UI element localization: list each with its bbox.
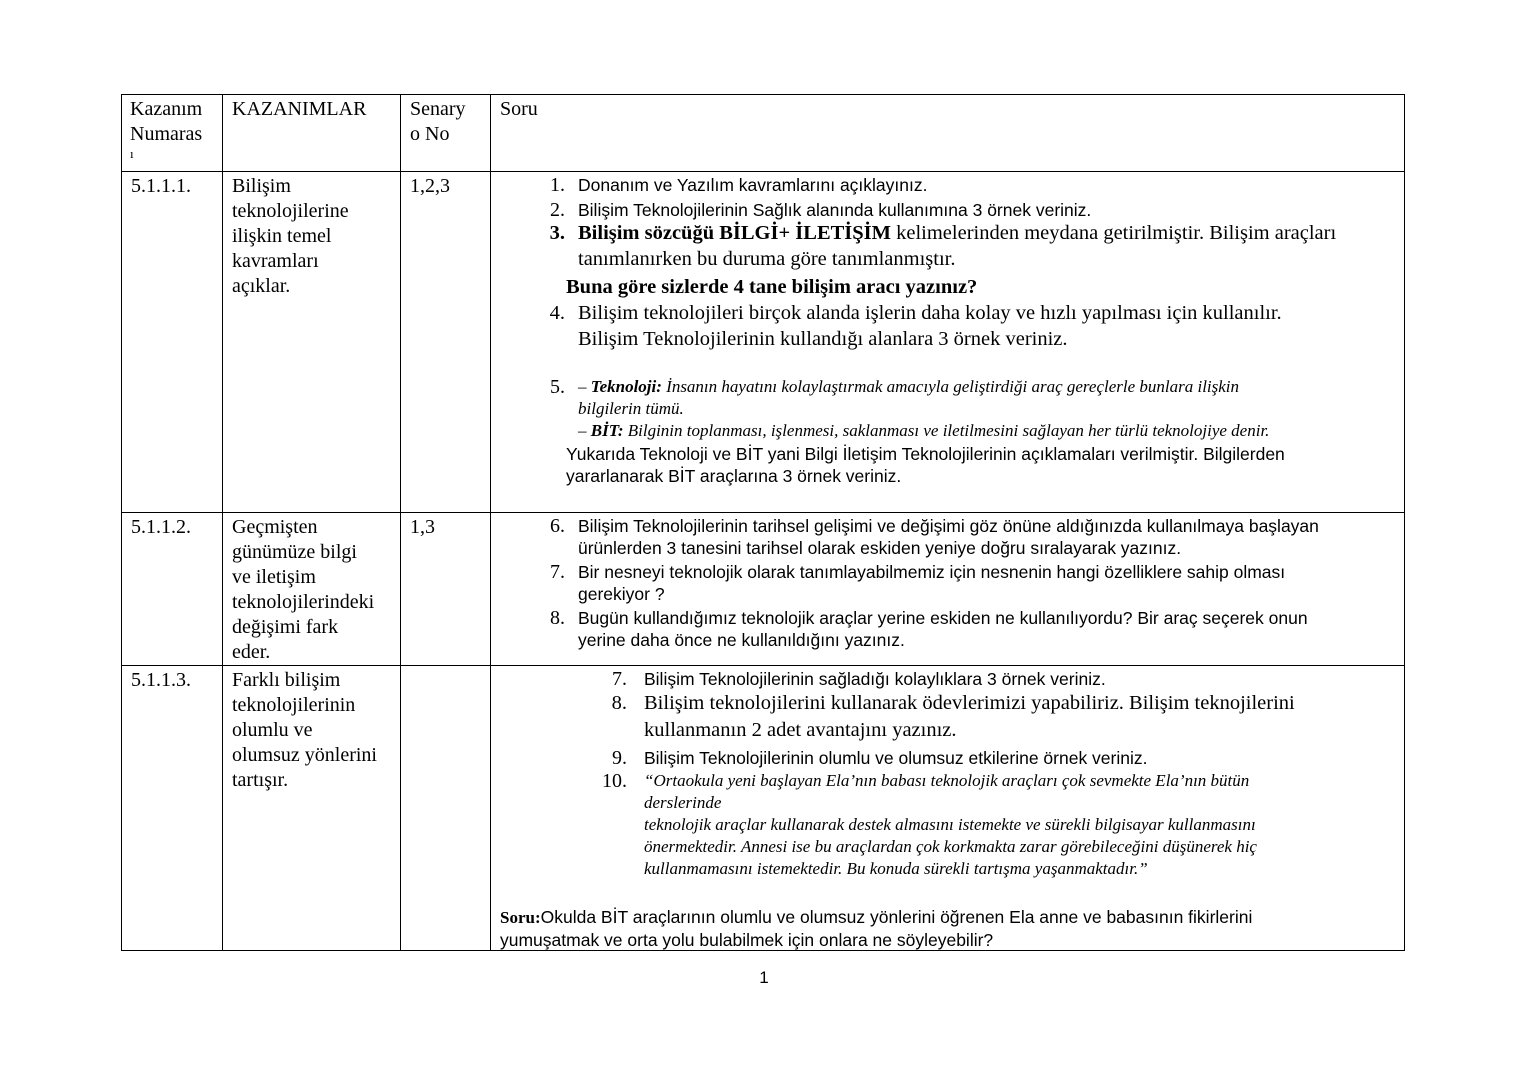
header-senaryo — [401, 95, 491, 172]
q5-tail-line1: Yukarıda Teknoloji ve BİT yani Bilgi İletişim Teknolojilerinin açıklamaları verilmiştir. Bilgilerden — [566, 444, 1285, 464]
row3-senaryo — [401, 666, 490, 668]
header-soru-label: Soru — [500, 98, 538, 120]
q5-dash: – — [578, 377, 591, 396]
soru-line2: yumuşatmak ve orta yolu bulabilmek için onlara ne söyleyebilir? — [500, 930, 994, 950]
page-number: 1 — [759, 968, 769, 987]
row2-kazanim-line: eder. — [232, 641, 271, 663]
header-kazanimlar — [223, 95, 401, 172]
q10-line: önermektedir. Annesi ise bu araçlardan çok korkmakta zarar görebileceğini düşünerek hiç — [644, 837, 1257, 856]
q3-bold: Bilişim sözcüğü BİLGİ+ İLETİŞİM — [578, 222, 891, 244]
q5-dash: – — [578, 421, 591, 440]
row2-kazanim-line: değişimi fark — [232, 616, 339, 638]
header-senaryo-line2: o No — [410, 123, 450, 145]
q3-question: Buna göre sizlerde 4 tane bilişim aracı yazınız? — [566, 276, 978, 298]
table-row — [122, 172, 1405, 513]
row2-kazanim-line: Geçmişten — [232, 516, 318, 538]
row1-kazanim-line: Bilişim — [232, 175, 291, 197]
row1-kazanim — [223, 172, 400, 299]
table-row — [122, 513, 1405, 666]
soru-label: Soru: — [500, 908, 541, 927]
row2-senaryo: 1,3 — [410, 516, 435, 538]
row3-kazanim-line: tartışır. — [232, 769, 289, 791]
row2-questions: 6. Bilişim Teknolojilerinin tarihsel gelişimi ve değişimi göz önüne aldığınızda kullanılmaya başlayan ürünlerden 3 tanesini tarihsel olarak eskiden yeniye doğru sıralayarak yazınız. 7. Bir nesneyi teknolojik olarak tanımlayabilmemiz için nesnenin hangi özelliklere sahip olması gerekiyor ? 8. Bugün kullandığımız teknolojik araçlar yerine eskiden ne kullanılıyordu? Bir araç seçerek onun yerine daha önce ne kullanıldığını yazınız. — [550, 515, 1319, 650]
row1-number: 5.1.1.1. — [131, 175, 191, 197]
header-kazanim-no-line2: Numaras — [130, 123, 203, 145]
row3-questions: 7. Bilişim Teknolojilerinin sağladığı kolaylıklara 3 örnek veriniz. 8. Bilişim teknolojilerini kullanarak ödevlerimizi yapabiliriz. Bilişim teknojilerini kullanmanın 2 adet avantajını yazınız. 9. Bilişim Teknolojilerinin olumlu ve olumsuz etkilerine örnek veriniz. 10. “Ortaokula yeni başlayan Ela’nın babası teknolojik araçları çok sevmekte Ela’nın bütün derslerinde teknolojik araçlar kullanarak destek almasını istemekte ve sürekli bilgisayar kullanmasını önermektedir. Annesi ise bu araçlardan çok korkmakta zarar görebileceğini düşünerek hiç kullanmamasını istemektedir. Bu konuda sürekli tartışma yaşanmaktadır.” Soru:Okulda BİT araçlarının olumlu ve olumsuz yönlerini öğrenen Ela anne ve babasının fikirlerini yumuşatmak ve orta yolu bulabilmek için onlara ne söyleyebilir? — [500, 668, 1295, 950]
row2-kazanim — [223, 513, 400, 665]
row1-kazanim-line: teknolojilerine — [232, 200, 349, 222]
q5-term-teknoloji: Teknoloji: — [590, 377, 662, 396]
q3-line2: tanımlanırken bu duruma göre tanımlanmıştır. — [578, 248, 956, 270]
table-row — [122, 666, 1405, 951]
row3-kazanim-line: olumsuz yönlerini — [232, 744, 377, 766]
q5-tail-line2: yararlanarak BİT araçlarına 3 örnek veriniz. — [566, 466, 902, 486]
row2-kazanim-line: ve iletişim — [232, 566, 316, 588]
row1-kazanim-line: açıklar. — [232, 275, 291, 297]
row3-kazanim-line: Farklı bilişim — [232, 669, 341, 691]
q10-line: teknolojik araçlar kullanarak destek almasını istemekte ve sürekli bilgisayar kullanmasını — [644, 815, 1256, 834]
row2-kazanim-line: günümüze bilgi — [232, 541, 357, 563]
q5-term-bit: BİT: — [590, 421, 624, 440]
q10-line: derslerinde — [644, 793, 722, 812]
q5-def-teknoloji: İnsanın hayatını kolaylaştırmak amacıyla geliştirdiği araç gereçlerle bunlara ilişkin — [661, 377, 1240, 396]
row1-questions: 1. Donanım ve Yazılım kavramlarını açıklayınız. 2. Bilişim Teknolojilerinin Sağlık alanında kullanımına 3 örnek veriniz. 3. Bilişim sözcüğü BİLGİ+ İLETİŞİM kelimelerinden meydana getirilmiştir. Bilişim araçları tanımlanırken bu duruma göre tanımlanmıştır. Buna göre sizlerde 4 tane bilişim aracı yazınız? 4. Bilişim teknolojileri birçok alanda işlerin daha kolay ve hızlı yapılması için kullanılır. Bilişim Teknolojilerinin kullandığı alanlara 3 örnek veriniz. 5. – Teknoloji: İnsanın hayatını kolaylaştırmak amacıyla geliştirdiği araç gereçlerle bunlara ilişkin bilgilerin tümü. – BİT: Bilginin toplanması, işlenmesi, saklanması ve iletilmesini sağlayan her türlü teknolojiye denir. Yukarıda Teknoloji ve BİT yani Bilgi İletişim Teknolojilerinin açıklamaları verilmiştir. Bilgilerden yararlanarak BİT araçlarına 3 örnek veriniz. — [549, 174, 1337, 486]
row1-senaryo: 1,2,3 — [410, 175, 450, 197]
q3-rest: kelimelerinden meydana getirilmiştir. Bilişim araçları — [891, 222, 1337, 244]
row1-kazanim-line: ilişkin temel — [232, 225, 332, 247]
header-kazanim-no-line3: ı — [130, 146, 134, 161]
soru-prompt — [500, 906, 1252, 951]
row3-kazanim — [223, 666, 400, 793]
q5-def-bit: Bilginin toplanması, işlenmesi, saklanması ve iletilmesini sağlayan her türlü teknolojiye denir. — [623, 421, 1270, 440]
q5-def-teknoloji-line2: bilgilerin tümü. — [578, 399, 684, 418]
soru-line1: Okulda BİT araçlarının olumlu ve olumsuz yönlerini öğrenen Ela anne ve babasının fikirlerini — [540, 907, 1253, 927]
outcomes-table — [121, 94, 1405, 951]
q10-line: “Ortaokula yeni başlayan Ela’nın babası teknolojik araçları çok sevmekte Ela’nın bütün — [644, 771, 1250, 790]
header-kazanimlar-label: KAZANIMLAR — [232, 98, 367, 120]
header-kazanim-no — [122, 95, 223, 172]
header-senaryo-line1: Senary — [410, 98, 466, 120]
row2-kazanim-line: teknolojilerindeki — [232, 591, 375, 613]
row3-number: 5.1.1.3. — [131, 669, 191, 691]
q10-line: kullanmamasını istemektedir. Bu konuda sürekli tartışma yaşanmaktadır.” — [644, 859, 1148, 878]
row3-kazanim-line: olumlu ve — [232, 719, 313, 741]
row3-kazanim-line: teknolojilerinin — [232, 694, 356, 716]
header-soru — [491, 95, 1405, 172]
row2-number: 5.1.1.2. — [131, 516, 191, 538]
row1-kazanim-line: kavramları — [232, 250, 319, 272]
header-row — [122, 95, 1405, 172]
header-kazanim-no-line1: Kazanım — [130, 98, 203, 120]
